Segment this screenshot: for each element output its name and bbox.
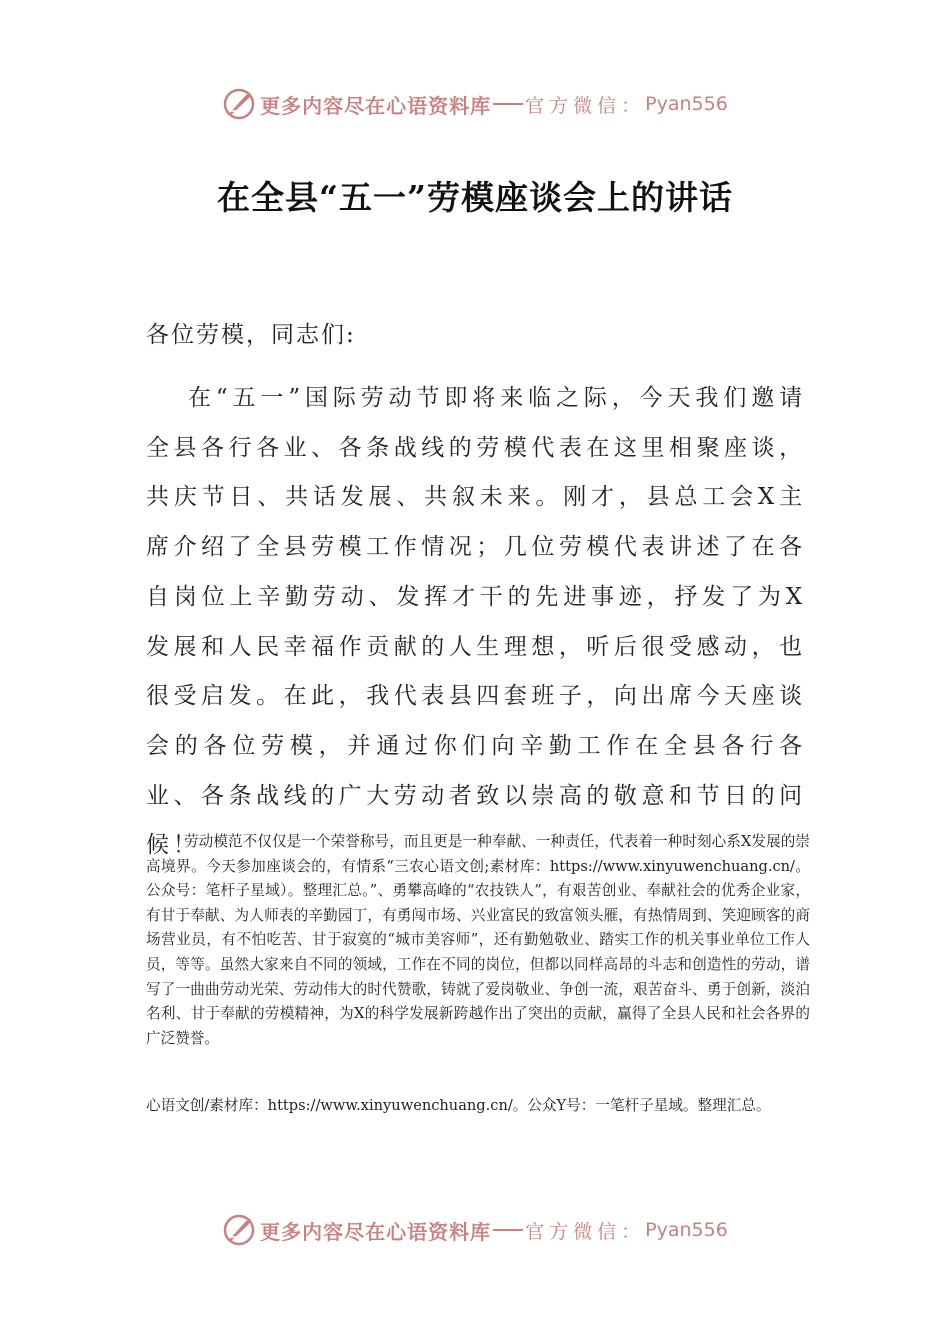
salutation: 各位劳模，同志们:: [146, 322, 356, 348]
banner-wechat-id: Pyan556: [645, 93, 728, 115]
quill-logo-icon: [222, 1213, 256, 1247]
header-banner: [0, 82, 950, 126]
banner-dash: [493, 103, 523, 105]
banner-site-text: 更多内容尽在心语资料库: [260, 1219, 492, 1244]
banner-wechat-label: 官方微信：: [525, 1220, 646, 1243]
banner-wechat-label: 官方微信：: [525, 94, 646, 117]
paragraph-intro: 在“五一”国际劳动节即将来临之际，今天我们邀请全县各行各业、各条战线的劳模代表在这里相聚座谈，共庆节日、共话发展、共叙未来。刚才，县总工会X主席介绍了全县劳模工作情况；几位劳模代表讲述了在各自岗位上辛勤劳动、发挥才干的先进事迹，抒发了为X发展和人民幸福作贡献的人生理想，听后很受感动，也很受启发。在此，我代表县四套班子，向出席今天座谈会的各位劳模，并通过你们向辛勤工作在全县各行各业、各条战线的广大劳动者致以崇高的敬意和节日的问候！: [146, 385, 806, 859]
paragraph-model-workers: 劳动模范不仅仅是一个荣誉称号，而且更是一种奉献、一种责任，代表着一种时刻心系X发展的崇高境界。今天参加座谈会的，有情系“三农心语文创;素材库：https://www.xinyuwenchuang.cn/。公众号：笔杆子星域）。整理汇总。”、勇攀高峰的“农技铁人”，有艰苦创业、奉献社会的优秀企业家，有甘于奉献、为人师表的辛勤园丁，有勇闯市场、兴业富民的致富领头雁，有热情周到、笑迎顾客的商场营业员，有不怕吃苦、甘于寂寞的“城市美容师”，还有勤勉敬业、踏实工作的机关事业单位工作人员，等等。虽然大家来自不同的领域，工作在不同的岗位，但都以同样高昂的斗志和创造性的劳动，谱写了一曲曲劳动光荣、劳动伟大的时代赞歌，铸就了爱岗敬业、争创一流，艰苦奋斗、勇于创新，淡泊名利、甘于奉献的劳模精神，为X的科学发展新跨越作出了突出的贡献，赢得了全县人民和社会各界的广泛赞誉。: [146, 833, 810, 1047]
quill-logo-icon: [222, 87, 256, 121]
banner-site-text: 更多内容尽在心语资料库: [260, 93, 492, 118]
document-title: 在全县“五一”劳模座谈会上的讲话: [217, 178, 733, 217]
banner-wechat-id: Pyan556: [645, 1219, 728, 1241]
banner-dash: [493, 1229, 523, 1231]
footer-banner: [0, 1208, 950, 1252]
source-note: 心语文创/素材库：https://www.xinyuwenchuang.cn/。公众Y号：一笔杆子星域。整理汇总。: [146, 1097, 771, 1114]
